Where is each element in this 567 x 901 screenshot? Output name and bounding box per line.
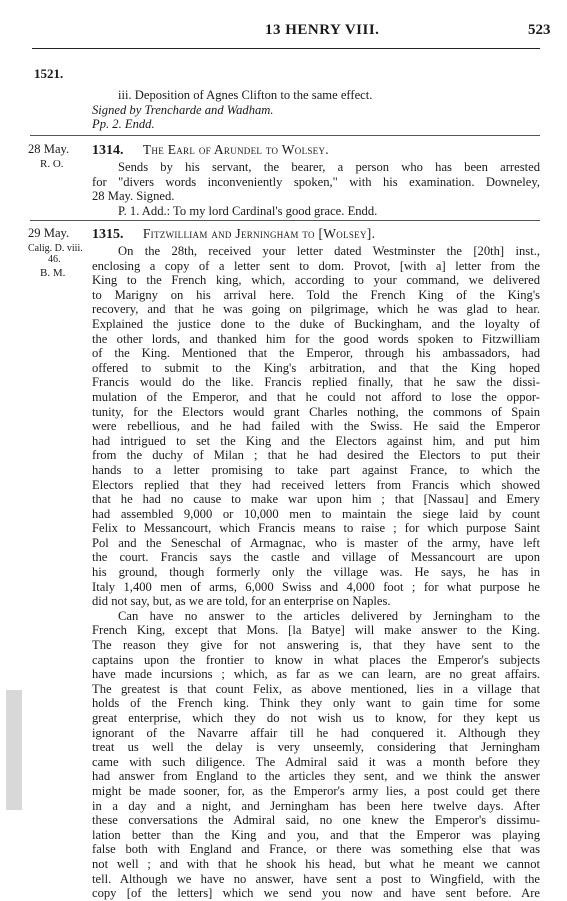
entry-1315-source-1: Calig. D. viii. <box>28 243 83 254</box>
page-number: 523 <box>528 22 551 38</box>
entry-1314-title: The Earl of Arundel to Wolsey. <box>142 142 329 157</box>
paragraph-line: his ground, though formerly only the village was. He says, he has in <box>92 565 540 580</box>
header-rule <box>32 48 540 49</box>
paragraph-line: in a day and a night, and Jerningham has been here twelve days. After <box>92 798 540 813</box>
entry-1315-source-2: 46. <box>48 254 61 265</box>
paragraph-line: recovery, and that he was going on pilgrimage, which he was glad to hear. <box>92 302 540 317</box>
paragraph-line: lation better than the King and you, and that the Emperor was playing <box>92 827 540 842</box>
entry-1315-body <box>92 244 540 901</box>
paragraph-line: Can have no answer to the articles delivered by Jerningham to the <box>118 608 540 623</box>
signed-line: Signed by Trencharde and Wadham. <box>92 102 274 117</box>
entry-1314-number: 1314. <box>92 143 124 158</box>
paragraph-line: French King, except that Mons. [la Batye] will make answer to the King. <box>92 623 540 638</box>
paragraph-line: Electors replied that they had received letters from Francis which showed <box>92 477 540 492</box>
paragraph-line: copy [of the letters] which we send you now and have sent before. Are <box>92 886 540 901</box>
entry-1314-date: 28 May. <box>28 142 70 156</box>
entry-1315-source-3: B. M. <box>40 267 66 279</box>
paragraph-line: On the 28th, received your letter dated Westminster the [20th] inst., <box>118 244 540 258</box>
entry-1315-date: 29 May. <box>28 226 70 240</box>
paragraph-line: Italy 1,400 men of arms, 6,000 Swiss and 4,000 foot ; for what purpose he <box>92 579 540 594</box>
running-title: 13 HENRY VIII. <box>265 22 380 38</box>
entry-1314-line: for "divers words inconveniently spoken," with his examination. Downeley, <box>92 174 540 189</box>
entry-1314-line: Sends by his servant, the bearer, a person who has been arrested <box>118 160 540 174</box>
deposition-line: iii. Deposition of Agnes Clifton to the same effect. <box>118 88 373 102</box>
paragraph-line: Pol and the Seneschal of Armagnac, who is master of the army, have left <box>92 535 540 550</box>
paragraph-line: hands to a letter promising to take part against France, to which the <box>92 462 540 477</box>
paragraph-line: have made incursions ; which, as far as we can learn, are no great affairs. <box>92 667 540 682</box>
paragraph-line: had assembled 9,000 or 10,000 men to maintain the siege laid by count <box>92 506 540 521</box>
paragraph-line: King to the French king, which, according to your command, we delivered <box>92 273 540 288</box>
paragraph-line: Explained the justice done to the duke of Buckingham, and the loyalty of <box>92 316 540 331</box>
paragraph-line: great enterprise, which they do not wish us to know, for they kept us <box>92 711 540 725</box>
paragraph-line: The greatest is that count Felix, as above mentioned, lies in a village that <box>92 681 540 696</box>
entry-1314-source: R. O. <box>40 158 64 170</box>
paragraph-line: to Marigny on his arrival here. Told the French King of the King's <box>92 287 540 302</box>
paragraph-line: did not say, but, as we are told, for an enterprise on Naples. <box>92 594 391 609</box>
paragraph-line: the court. Francis says the castle and village of Messancourt are upon <box>92 550 540 565</box>
paragraph-line: captains upon the frontier to know in what places the Emperor's subjects <box>92 652 540 667</box>
paragraph-line: from the duchy of Milan ; that he had desired the Electors to put their <box>92 448 540 463</box>
paragraph-line: mulation of the Emperor, and that he could not afford to lose the oppor- <box>92 389 540 404</box>
paragraph-line: these conversations the Admiral said, no one knew the Emperor's dissimu- <box>92 813 540 828</box>
paragraph-line: false both with England and France, or there was something else that was <box>92 842 540 857</box>
paragraph-line: that he had no cause to make war upon him ; that [Nassau] and Emery <box>92 492 540 507</box>
entry-1315-title: Fitzwilliam and Jerningham to [Wolsey]. <box>142 226 376 241</box>
paragraph-line: Felix to Messancourt, which Francis means to raise ; for which purpose Saint <box>92 521 540 536</box>
library-stamp-watermark <box>6 690 22 810</box>
paragraph-line: offered to submit to the King's arbitration, and that the King hoped <box>92 360 540 375</box>
paragraph-line: had intrigued to set the King and the Electors against him, and put him <box>92 433 540 448</box>
entry-1314-body <box>92 160 540 218</box>
entry-1314-line: 28 May. Signed. <box>92 189 175 204</box>
paragraph-line: enclosing a copy of a letter sent to dom. Provot, [with a] letter from the <box>92 258 540 273</box>
paragraph-line: holds of the French king. Think they only want to gain time for some <box>92 696 540 711</box>
paragraph-line: ignorant of the Navarre affair till he had conquered it. Although they <box>92 725 540 740</box>
entry-1314-footer: P. 1. Add.: To my lord Cardinal's good grace. Endd. <box>118 203 378 218</box>
paragraph-line: The reason they give for not answering is, that they have sent to the <box>92 638 540 653</box>
paragraph-line: tell. Although we have no answer, have sent a post to Wingfield, with the <box>92 871 540 886</box>
paragraph-line: treat us well the delay is very unseemly, considering that Jerningham <box>92 740 540 755</box>
entry-1315-heading <box>92 226 375 243</box>
previous-entry <box>92 88 540 132</box>
paragraph-line: might be made sooner, for, as the Emperor's army lies, a post could get there <box>92 783 540 798</box>
entry-separator <box>30 135 540 136</box>
paragraph-line: the other lords, and thanked him for the good words spoken to Fitzwilliam <box>92 331 540 346</box>
paragraph-line: came with such diligence. The Admiral said it was a month before they <box>92 754 540 769</box>
paragraph-line: of the King. Mentioned that the Emperor, through his ambassadors, had <box>92 346 540 361</box>
pages-line: Pp. 2. Endd. <box>92 117 155 132</box>
year-label: 1521. <box>34 66 64 81</box>
paragraph-line: not well ; and with that he shook his head, but what he meant we cannot <box>92 856 540 871</box>
entry-separator <box>30 220 540 221</box>
entry-1315-number: 1315. <box>92 227 124 242</box>
paragraph-line: tunity, for the Electors would grant Charles nothing, the commons of Spain <box>92 404 540 419</box>
paragraph-line: Francis would do the like. Francis replied finally, that he saw the dissi- <box>92 375 540 390</box>
paragraph-line: had answer from England to the articles they sent, and we think the answer <box>92 769 540 784</box>
page-header <box>0 0 567 54</box>
entry-1314-heading <box>92 142 329 159</box>
paragraph-line: were rebellious, and he had failed with the Swiss. He said the Emperor <box>92 419 540 434</box>
